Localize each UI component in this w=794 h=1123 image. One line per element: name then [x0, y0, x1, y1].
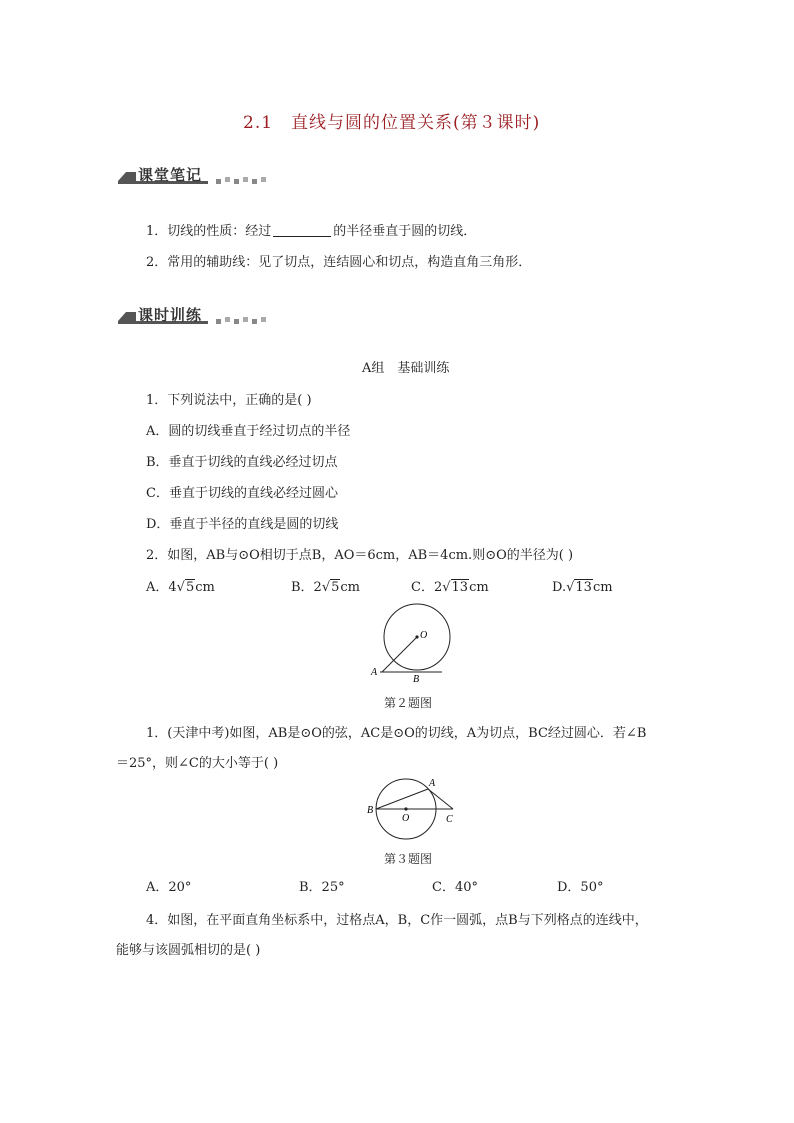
note-2: 2．常用的辅助线：见了切点，连结圆心和切点，构造直角三角形．: [146, 255, 532, 270]
section-banner-practice: [116, 304, 276, 326]
label-c: C: [446, 814, 453, 825]
option-prefix: B．2: [291, 580, 322, 595]
center-point: [415, 635, 418, 638]
note-1: [146, 224, 476, 238]
label-b: B: [367, 805, 374, 816]
label-a: A: [371, 667, 378, 678]
question-2-option-a: [146, 581, 215, 594]
sqrt-symbol: √13: [442, 580, 469, 595]
option-prefix: C．2: [411, 580, 443, 595]
section-heading: 课时训练: [138, 306, 203, 324]
question-4-line1: 4．如图，在平面直角坐标系中，过格点A，B，C作一圆弧，点B与下列格点的连线中，: [146, 913, 648, 928]
option-prefix: D.: [552, 580, 567, 595]
radicand: 5: [185, 580, 195, 595]
sqrt-symbol: √5: [176, 580, 195, 595]
question-3-stem-line1: 1．(天津中考)如图，AB是⊙O的弦，AC是⊙O的切线，A为切点，BC经过圆心．若∠B: [146, 726, 647, 741]
question-3-stem-line2: ＝25°，则∠C的大小等于( ): [116, 756, 279, 771]
fill-blank: [273, 224, 331, 237]
question-3-option-b: B．25°: [299, 880, 345, 895]
label-a: A: [429, 778, 436, 789]
sqrt-symbol: √13: [566, 580, 592, 595]
segment-ao: [382, 637, 417, 672]
section-banner-notes: [116, 164, 276, 186]
option-unit: cm: [195, 580, 215, 595]
radicand: 13: [451, 580, 469, 595]
figure-3-diagram: [362, 775, 462, 841]
page-title: 2.1 直线与圆的位置关系(第３课时): [243, 113, 541, 133]
question-3-option-a: A．20°: [146, 880, 192, 895]
figure-2-diagram: [364, 600, 464, 684]
option-unit: cm: [592, 580, 613, 595]
option-prefix: A．4: [146, 580, 177, 595]
tangent-ac: [428, 789, 453, 809]
question-1-option-b: B．垂直于切线的直线必经过切点: [146, 455, 338, 470]
group-heading: A组 基础训练: [362, 361, 450, 376]
section-heading: 课堂笔记: [138, 166, 203, 184]
radicand: 5: [331, 580, 340, 595]
center-point: [404, 807, 407, 810]
figure-2-caption: 第２题图: [384, 696, 433, 710]
question-1-stem: 1．下列说法中，正确的是( ): [146, 393, 312, 408]
question-4-line2: 能够与该圆弧相切的是( ): [116, 943, 261, 958]
sqrt-symbol: √5: [321, 580, 340, 595]
question-3-option-d: D．50°: [557, 880, 604, 895]
question-3-option-c: C．40°: [432, 880, 478, 895]
label-o: O: [420, 630, 428, 641]
option-unit: cm: [340, 580, 361, 595]
question-2-option-c: [411, 581, 489, 594]
question-2-option-d: [552, 581, 613, 594]
label-o: O: [402, 813, 410, 824]
label-b: B: [413, 674, 420, 684]
question-1-option-d: D．垂直于半径的直线是圆的切线: [146, 517, 339, 532]
note-1-pre: 1．切线的性质：经过: [146, 224, 272, 239]
question-2-stem: 2．如图，AB与⊙O相切于点B，AO＝6cm，AB＝4cm.则⊙O的半径为( ): [146, 548, 574, 563]
question-1-option-a: A．圆的切线垂直于经过切点的半径: [146, 424, 351, 439]
chord-ab: [376, 789, 428, 809]
question-1-option-c: C．垂直于切线的直线必经过圆心: [146, 486, 338, 501]
note-1-post: 的半径垂直于圆的切线．: [333, 224, 477, 239]
radicand: 13: [575, 580, 592, 595]
question-2-option-b: [291, 581, 360, 594]
figure-3-caption: 第３题图: [384, 852, 433, 866]
option-unit: cm: [469, 580, 489, 595]
